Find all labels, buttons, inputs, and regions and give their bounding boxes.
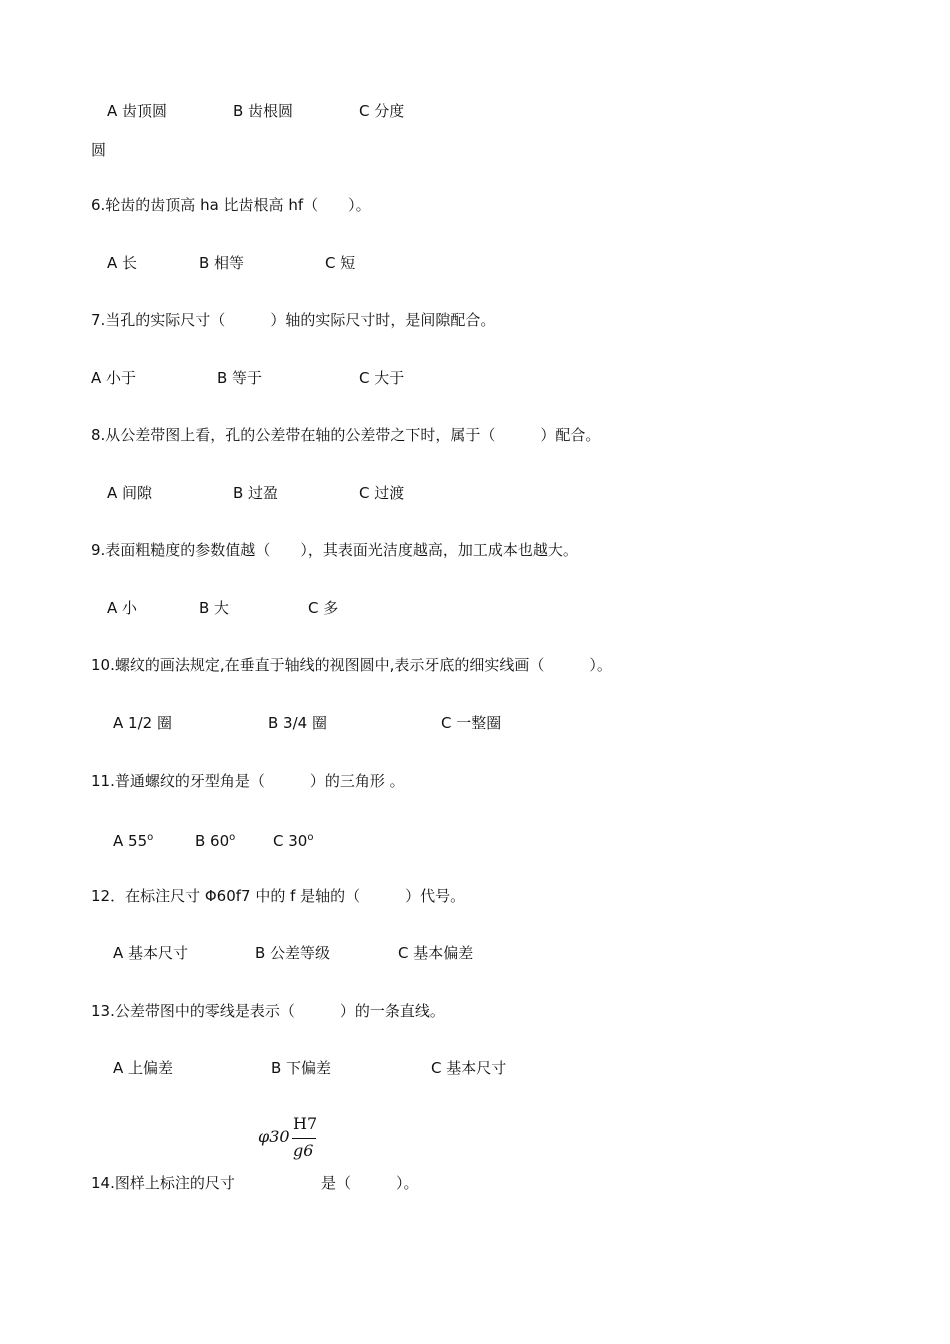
q11-question: 11.普通螺纹的牙型角是（ ）的三角形 。 <box>91 772 405 790</box>
q11-option-b <box>195 828 235 851</box>
q9-question: 9.表面粗糙度的参数值越（ ），其表面光洁度越高，加工成本也越大。 <box>91 541 578 559</box>
degree-mark: o <box>307 832 314 843</box>
q7-question: 7.当孔的实际尺寸（ ）轴的实际尺寸时，是间隙配合。 <box>91 311 496 329</box>
q13-option-a: A 上偏差 <box>113 1059 174 1077</box>
degree-mark: o <box>229 832 236 843</box>
q11-option-b-label: B 60 <box>195 832 230 850</box>
q6-option-a: A 长 <box>107 254 138 272</box>
q12-option-c: C 基本偏差 <box>398 944 474 962</box>
q10-option-a: A 1/2 圈 <box>113 714 172 732</box>
q13-question: 13.公差带图中的零线是表示（ ）的一条直线。 <box>91 1002 445 1020</box>
fraction-bar <box>292 1138 316 1139</box>
q8-question: 8.从公差带图上看，孔的公差带在轴的公差带之下时，属于（ ）配合。 <box>91 426 601 444</box>
q11-option-a-label: A 55 <box>113 832 148 850</box>
fit-diameter: φ30 <box>258 1127 290 1146</box>
q10-option-c: C 一整圈 <box>441 714 502 732</box>
q5-option-a: A 齿顶圆 <box>107 102 168 120</box>
q6-option-b: B 相等 <box>199 254 245 272</box>
q6-question: 6.轮齿的齿顶高 ha 比齿根高 hf（ ）。 <box>91 196 371 214</box>
q6-option-c: C 短 <box>325 254 356 272</box>
q5-option-c: C 分度 <box>359 102 405 120</box>
q11-option-a <box>113 828 153 851</box>
q13-option-c: C 基本尺寸 <box>431 1059 507 1077</box>
q5-option-b: B 齿根圆 <box>233 102 294 120</box>
q5-option-c-wrap: 圆 <box>91 141 107 159</box>
q7-option-b: B 等于 <box>217 369 263 387</box>
q11-option-c-label: C 30 <box>273 832 308 850</box>
q12-question: 12．在标注尺寸 Φ60f7 中的 f 是轴的（ ）代号。 <box>91 887 466 905</box>
q9-option-a: A 小 <box>107 599 138 617</box>
degree-mark: o <box>147 832 154 843</box>
q7-option-a: A 小于 <box>91 369 137 387</box>
q12-option-b: B 公差等级 <box>255 944 331 962</box>
fit-shaft-tolerance: g6 <box>293 1141 314 1160</box>
q8-option-b: B 过盈 <box>233 484 279 502</box>
fit-tolerance-formula <box>258 1112 328 1168</box>
q14-question-end: 是（ ）。 <box>321 1174 419 1192</box>
q12-option-a: A 基本尺寸 <box>113 944 189 962</box>
q7-option-c: C 大于 <box>359 369 405 387</box>
q8-option-a: A 间隙 <box>107 484 153 502</box>
q11-option-c <box>273 828 313 851</box>
q14-question-start: 14.图样上标注的尺寸 <box>91 1174 235 1192</box>
q9-option-b: B 大 <box>199 599 230 617</box>
q13-option-b: B 下偏差 <box>271 1059 332 1077</box>
fit-hole-tolerance: H7 <box>293 1114 318 1133</box>
q8-option-c: C 过渡 <box>359 484 405 502</box>
q9-option-c: C 多 <box>308 599 339 617</box>
q10-option-b: B 3/4 圈 <box>268 714 327 732</box>
q10-question: 10.螺纹的画法规定,在垂直于轴线的视图圆中,表示牙底的细实线画（ ）。 <box>91 656 612 674</box>
